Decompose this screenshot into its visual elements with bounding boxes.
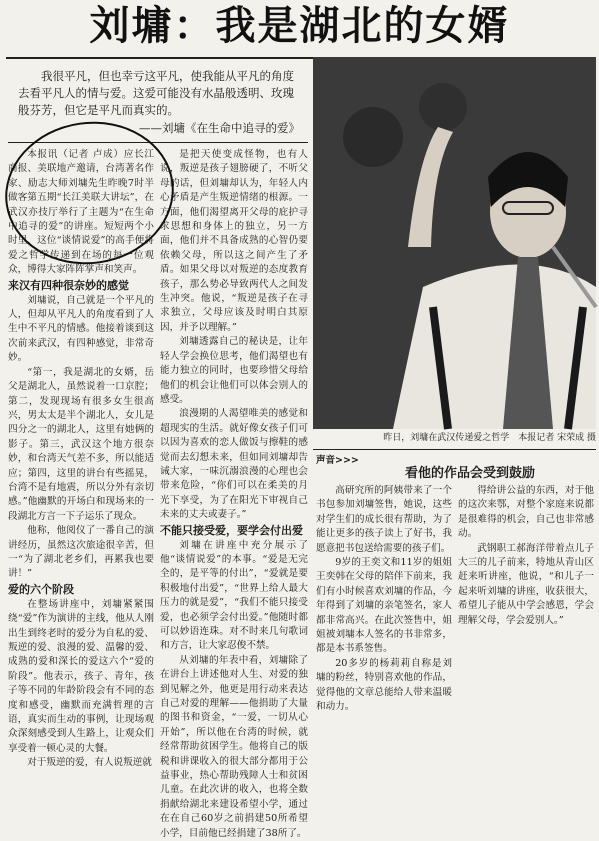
paragraph: 对于叛逆的爱，有人说叛逆就 [27,757,152,769]
section-label: 声音>>> [316,455,359,466]
paragraph: 刘墉说，自己就是一个平凡的人，但却从平凡人的角度看到了人生中不平凡的情感。他接着谈到这次前来武汉，有四种感觉，非常奇妙。 [8,294,154,364]
paragraph: 高研究所的阿姨带来了一个书包参加刘墉签售，她说，这些对学生们的成长很有帮助，为了能让更多的孩子读上了好书，我愿意把书包送给需要的孩子们。 [316,485,452,554]
speaker-illustration [313,57,596,429]
paragraph: “第一，我是湖北的女婿，岳父是湖北人，虽然说着一口京腔；第二，发现现场有很多女生很高兴，男太太是半个湖北人，女儿是四分之一的湖北人，这里有她俩的影子。第三，武汉这个地方很奈妙，和台湾天气差不多，所以能适应；第四，这里的讲台有些摇晃，台湾不是有地震，所以分外有亲切感。”他幽默的开场白和现场来的一段湖北方言一下子运乐了现众。 [8,366,154,522]
paragraph: 20多岁的杨莉莉自称是刘墉的粉丝，特别喜欢他的作品，觉得他的文章总能给人带来温暖和动力。 [316,657,452,713]
subheading-3: 不能只接受爱，要学会付出爱 [160,523,303,537]
article-column-4 [458,484,594,632]
article-column-2 [160,148,308,839]
lead-paragraph: 本报讯（记者 卢成）应长江商报、美联地产邀请，台湾著名作家、励志大师刘墉先生昨晚7时半做客第五期“长江美联大讲坛”，在武汉亦技厅举行了主题为“在生命中追寻的爱”的讲座。短短两个小时里，这位“谈情说爱”的高手便将爱之哲学传递到在场的每一位观众，博得大家阵阵掌声和笑声。 [8,149,154,276]
paragraph: 刘墉在讲座中充分展示了他“谈情说爱”的本事。“爱是无完全的，是平等的付出”，“爱就是要积极地付出爱”，“世界上给人最大压力的就是爱”，“我们不能只接受爱，也必须学会付出爱。”他随时都可以妙语连珠。对不时来几句歌词和方言，让大家忍俊不禁。 [160,539,308,652]
section-title: 看他的作品会受到鼓励 [404,466,535,481]
paragraph: 9岁的王奕文和11岁的姐姐王奕韩在父母的陪伴下前来，我们有小时候喜欢刘墉的作品，今年得到了刘墉的亲笔签名，家人都非常高兴。在此次签售中，姐姐被刘墉本人签名的书非常多，都是本书系签售。 [316,557,452,655]
pull-quote: 我很平凡，但也幸亏这平凡，使我能从平凡的角度去看平凡人的情与爱。这爱可能没有水晶般透明、玫瑰般芬芳，但它是平凡而真实的。 [18,69,294,117]
paragraph: 他称，他阅仪了一番自己的演讲经历，虽然这次旅途很辛苦，但一“为了湖北老乡们，再累我也要讲！” [8,525,154,580]
headline: 刘墉：我是湖北的女婿 [89,3,510,49]
subheading-2: 爱的六个阶段 [8,582,74,596]
paragraph: 武钢职工郝海洋带着点儿子大三的儿子前来，特地从青山区赶来听讲座，他说，“和儿子一起来听刘墉的讲座，收获很大，希望儿子能从中学会感恩，学会理解父母，学会爱别人。” [458,542,594,626]
paragraph: 是把天使变成怪物，也有人说，叛逆是孩子翅膀硬了，不听父母的话，但刘墉却认为，年轻人内心矛盾是产生叛逆情绪的根源。一方面，他们渴望离开父母的庇护寻求思想和身体上的独立，另一方面，他们并不具备成熟的心智仍要依赖父母，所以这之间产生了矛盾。如果父母以对叛逆的态度教育孩子，那么势必导致两代人之间发生冲突。他说，“叛逆是孩子在寻求独立，父母应该及时明白其原因，并予以理解。” [160,149,308,333]
pull-quote-source: ——刘墉《在生命中追寻的爱》 [139,121,300,135]
speaker-photo [313,57,596,429]
photo-caption: 昨日，刘墉在武汉传递爱之哲学 本报记者 宋荣成 摄 [383,433,596,443]
subheading-1: 来汉有四种很奈妙的感觉 [8,278,129,292]
paragraph: 浪漫期的人渴望唯美的感觉和超现实的生活。就好像女孩子们可以因为喜欢的恋人做饭与擦鞋的感觉而去幻想未来，但如同刘墉却告诫大家，一味沉溺浪漫的心理也会带来危险，“你们可以在柔美的月光下享受，为了在阳光下审视自己未来的丈夫或妻子。” [160,408,308,521]
paragraph: 得给讲公益的东西，对于他的这次来鄂，对整个家庭来说都是很难得的机会，自己也非常感动。 [458,485,594,540]
article-column-3 [316,484,452,713]
section-rule [313,449,596,450]
paragraph: 刘墉透露自己的秘诀是，让年轻人学会换位思考，他们渴望也有能力独立的同时，也要珍惜父母给他们的机会让他们可以体会别人的感受。 [160,336,308,405]
paragraph: 从刘墉的年表中看，刘墉除了在讲台上讲述他对人生、对爱的独到见解之外，他更是用行动来表达自己对爱的理解——他捐助了大量的图书和资金，“一爱，一切从心开始”，所以他在台湾的时候，就经常帮助贫困学生。他将自己的版税和讲课收入的很大部分都用于公益事业，热心帮助残障人士和贫困儿童。在此次讲的收入，也将全数捐献给湖北来建设希望小学，通过在在自己60岁之前捐建50所希望小学，目前他已经捐建了38所了。 [160,654,308,839]
paragraph: 在整场讲座中，刘墉紧紧围绕“爱”作为演讲的主线，他从人刚出生到终老时的爱分为自私的爱、叛逆的爱、浪漫的爱、温馨的爱、成熟的爱和深长的爱这六个“爱的阶段”。他表示，孩子、青年，孩子等不同的年龄阶段会有不同的态度和感受，幽默而充满哲理的言语，真实而生动的事例，让现场观众深刻感受到人生路上，让观众们享受着一顿心灵的大餐。 [8,598,154,754]
